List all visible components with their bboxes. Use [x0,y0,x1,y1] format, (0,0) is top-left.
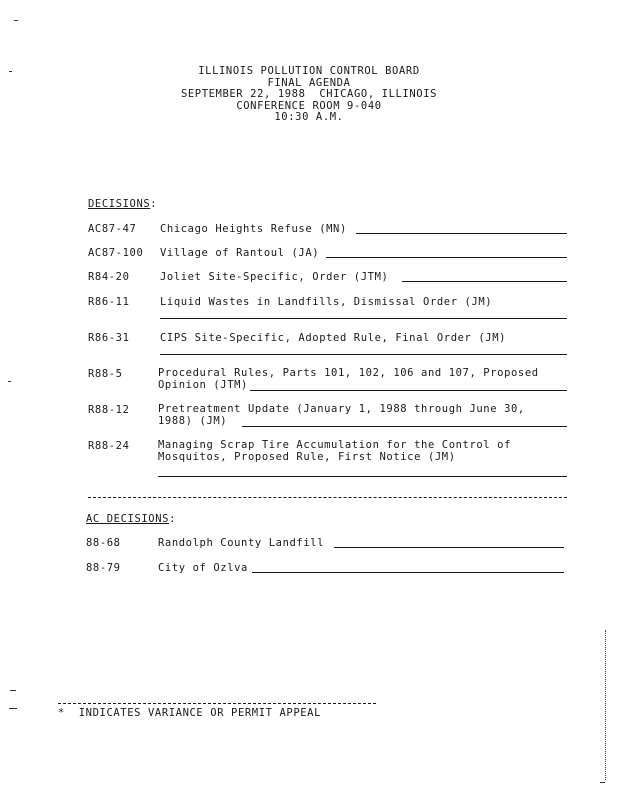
docket-number: R86-31 [88,332,130,344]
agenda-type: FINAL AGENDA [267,76,351,89]
decisions-heading: DECISIONS: [88,198,158,210]
item-title: Procedural Rules, Parts 101, 102, 106 and 107, Proposed Opinion (JTM) [158,367,539,391]
docket-number: 88-68 [86,537,121,549]
item-rule [250,390,567,391]
meeting-date-location: SEPTEMBER 22, 1988 CHICAGO, ILLINOIS [180,88,438,100]
docket-number: 88-79 [86,562,121,574]
item-title: Managing Scrap Tire Accumulation for the Control of Mosquitos, Proposed Rule, First Notice (JM) [158,439,511,463]
item-rule [356,233,567,234]
footnote-rule [58,703,376,704]
scan-speck [9,71,12,72]
docket-number: R88-12 [88,404,130,416]
item-rule [160,354,567,355]
item-title: Village of Rantoul (JA) [160,247,320,259]
item-title: Pretreatment Update (January 1, 1988 through June 30, 1988) (JM) [158,403,525,427]
item-rule [158,476,567,477]
section-divider [88,497,567,498]
item-rule [160,318,567,319]
meeting-room: CONFERENCE ROOM 9-040 [236,99,382,112]
scan-speck [10,690,16,691]
item-title: City of Ozlva [158,562,248,574]
item-title: Chicago Heights Refuse (MN) [160,223,347,235]
docket-number: R88-5 [88,368,123,380]
scan-speck [600,782,605,783]
footnote: * INDICATES VARIANCE OR PERMIT APPEAL [58,707,322,719]
item-rule [334,547,564,548]
scan-speck [14,20,18,21]
scan-edge-mark [605,630,606,780]
scan-speck [9,708,17,709]
ac-decisions-heading: AC DECISIONS: [86,513,176,525]
item-rule [242,426,567,427]
item-title: Joliet Site-Specific, Order (JTM) [160,271,389,283]
docket-number: R84-20 [88,271,130,283]
item-rule [402,281,567,282]
item-title: Randolph County Landfill [158,537,325,549]
docket-number: R88-24 [88,440,130,452]
item-title: CIPS Site-Specific, Adopted Rule, Final Order (JM) [160,332,507,344]
item-title: Liquid Wastes in Landfills, Dismissal Order (JM) [160,296,493,308]
item-rule [326,257,567,258]
scan-speck [8,381,11,382]
docket-number: R86-11 [88,296,130,308]
board-name: ILLINOIS POLLUTION CONTROL BOARD [198,65,420,77]
agenda-header [0,66,618,124]
meeting-time: 10:30 A.M. [274,111,344,123]
docket-number: AC87-47 [88,223,137,235]
item-rule [252,572,564,573]
docket-number: AC87-100 [88,247,144,259]
